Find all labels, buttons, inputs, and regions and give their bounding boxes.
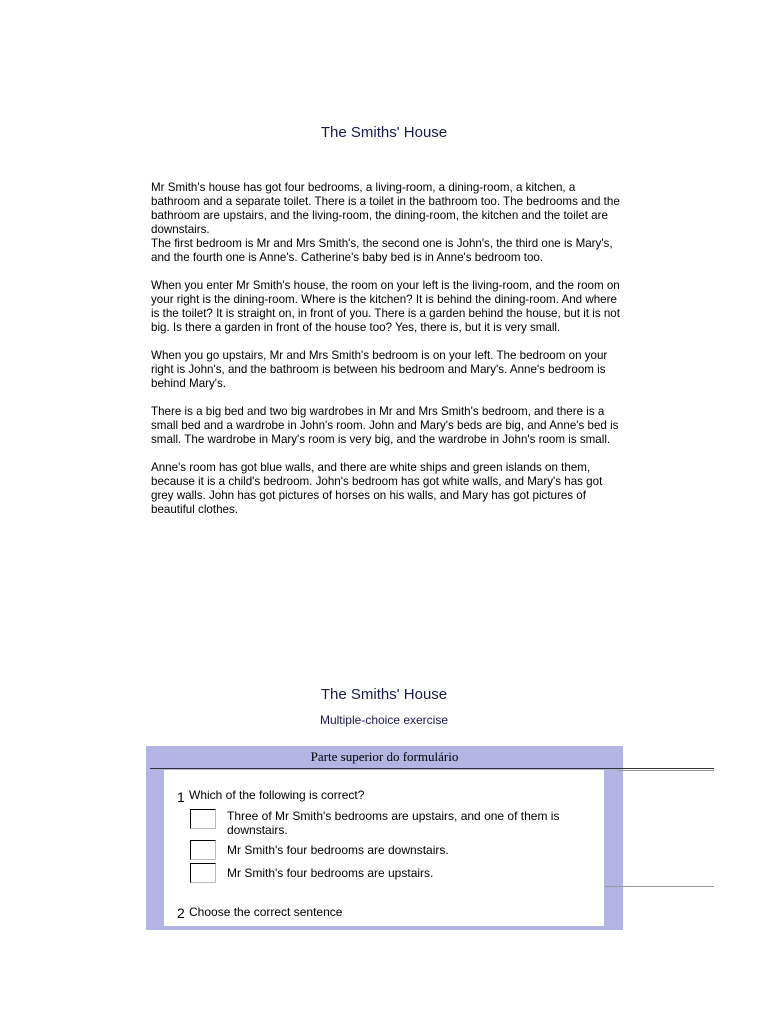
story-paragraph: The first bedroom is Mr and Mrs Smith's, the second one is John's, the third one is Mary's, and the fourth one is Anne's. Catherine's baby bed is in Anne's bedroom too.: [151, 237, 613, 264]
exercise-subtitle: Multiple-choice exercise: [319, 713, 449, 727]
option-label: Mr Smith's four bedrooms are downstairs.: [227, 843, 449, 857]
question-number: 1: [177, 789, 185, 805]
form-top-divider: [150, 768, 714, 769]
question-text: Choose the correct sentence: [189, 905, 343, 919]
question-number: 2: [177, 905, 185, 921]
question-text: Which of the following is correct?: [189, 788, 365, 802]
option-label: Three of Mr Smith's bedrooms are upstairs, and one of them is downstairs.: [227, 809, 560, 837]
story-paragraph: When you go upstairs, Mr and Mrs Smith's bedroom is on your left. The bedroom on your right is John's, and the bathroom is between his bedroom and Mary's. Anne's bedroom is behind Mary's.: [151, 349, 608, 390]
form-header: Parte superior do formulário: [310, 749, 459, 764]
option-checkbox[interactable]: [190, 809, 216, 829]
story-paragraph: Anne's room has got blue walls, and there are white ships and green islands on them, because it is a child's bedroom. John's bedroom has got white walls, and Mary's has got grey walls. John has got pictures of horses on his walls, and Mary has got pictures of beautiful clothes.: [151, 461, 603, 516]
story-text: [151, 181, 621, 531]
form-top-divider-extension: [618, 770, 714, 771]
story-title: The Smiths' House: [320, 124, 448, 141]
option-label: Mr Smith's four bedrooms are upstairs.: [227, 866, 434, 880]
option-checkbox[interactable]: [190, 863, 216, 883]
exercise-title: The Smiths' House: [320, 686, 448, 703]
multiple-choice-form: [146, 746, 623, 930]
option-checkbox[interactable]: [190, 840, 216, 860]
story-paragraph: When you enter Mr Smith's house, the room on your left is the living-room, and the room on your right is the dining-room. Where is the kitchen? It is behind the dining-room. And where is the toilet? It is straight on, in front of you. There is a garden behind the house, but it is not big. Is there a garden in front of the house too? Yes, there is, but it is very small.: [151, 279, 620, 334]
question-divider: [605, 886, 714, 887]
story-paragraph: There is a big bed and two big wardrobes in Mr and Mrs Smith's bedroom, and there is a small bed and a wardrobe in John's room. John and Mary's beds are big, and Anne's bed is small. The wardrobe in Mary's room is very big, and the wardrobe in John's room is small.: [151, 405, 619, 446]
story-paragraph: Mr Smith's house has got four bedrooms, a living-room, a dining-room, a kitchen, a bathroom and a separate toilet. There is a toilet in the bathroom too. The bedrooms and the bathroom are upstairs, and the living-room, the dining-room, the kitchen and the toilet are downstairs.: [151, 181, 620, 236]
